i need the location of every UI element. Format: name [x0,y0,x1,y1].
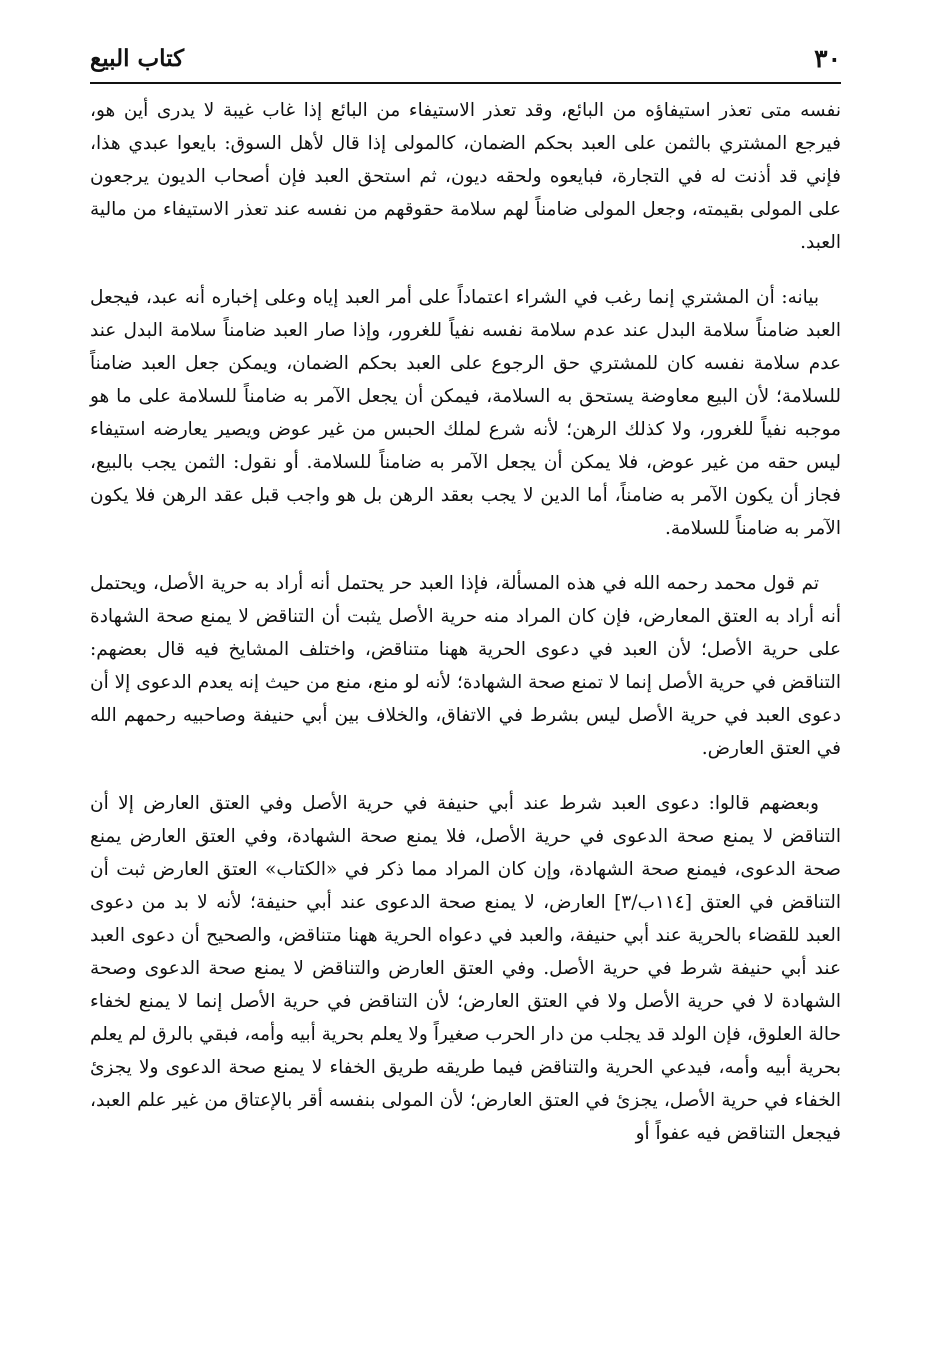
header-divider [90,82,841,84]
paragraph-2: بيانه: أن المشتري إنما رغب في الشراء اعتماداً على أمر العبد إياه وعلى إخباره أنه عبد، فيجعل العبد ضامناً سلامة البدل عند عدم سلامة نفسه نفياً للغرور، وإذا صار العبد ضامناً سلامة البدل عند عدم سلامة نفسه كان للمشتري حق الرجوع على العبد بحكم الضمان، ويمكن جعل العبد ضامناً للسلامة؛ لأن البيع معاوضة يستحق به السلامة، فيمكن أن يجعل الآمر به ضامناً للسلامة على ما هو موجبه نفياً للغرور، ولا كذلك الرهن؛ لأنه شرع لملك الحبس من غير عوض ويصير يعارضه استيفاء ليس حقه من غير عوض، فلا يمكن أن يجعل الآمر به ضامناً للسلامة. أو نقول: الثمن يجب بالبيع، فجاز أن يكون الآمر به ضامناً، أما الدين لا يجب بعقد الرهن بل هو واجب قبل عقد الرهن فلا يكون الآمر به ضامناً للسلامة. [90,287,841,539]
paragraph-4: وبعضهم قالوا: دعوى العبد شرط عند أبي حنيفة في حرية الأصل وفي العتق العارض إلا أن التناقض لا يمنع صحة الدعوى في حرية الأصل، فلا يمنع صحة الشهادة، وفي العتق العارض يمنع صحة الدعوى، فيمنع صحة الشهادة، وإن كان المراد مما ذكر في «الكتاب» العتق العارض ثبت أن التناقض في العتق [١١٤ب/٣] العارض، لا يمنع صحة الدعوى عند أبي حنيفة؛ لأنه لا بد من دعوى العبد للقضاء بالحرية عند أبي حنيفة، والعبد في دعواه الحرية ههنا متناقض، والصحيح أن دعوى العبد عند أبي حنيفة شرط في حرية الأصل. وفي العتق العارض والتناقض لا يمنع صحة الدعوى وصحة الشهادة لا في حرية الأصل ولا في العتق العارض؛ لأن التناقض في حرية الأصل إنما لا يمنع لخفاء حالة العلوق، فإن الولد قد يجلب من دار الحرب صغيراً ولا يعلم بحرية أبيه وأمه، فبقي بالرق لم يعلم بحرية أبيه وأمه، فيدعي الحرية والتناقض فيما طريقه طريق الخفاء لا يمنع صحة الدعوى ولا يجزئ الخفاء في حرية الأصل، يجزئ في العتق العارض؛ لأن المولى بنفسه أقر بالإعتاق من غير علم العبد، فيجعل التناقض فيه عفواً أو [90,793,841,1144]
paragraph-3: تم قول محمد رحمه الله في هذه المسألة، فإذا العبد حر يحتمل أنه أراد به حرية الأصل، ويحتمل أنه أراد به العتق المعارض، فإن كان المراد منه حرية الأصل يثبت أن التناقض لا يمنع صحة الشهادة على حرية الأصل؛ لأن العبد في دعوى الحرية ههنا متناقض، واختلف المشايخ فيه قال بعضهم: التناقض في حرية الأصل إنما لا تمنع صحة الشهادة؛ لأنه لو منع، منع من حيث إنه يعدم الدعوى إلا أن دعوى العبد في حرية الأصل ليس بشرط في الاتفاق، والخلاف بين أبي حنيفة وصاحبيه رحمهم الله في العتق العارض. [90,573,841,759]
page-number: ٣٠ [814,43,841,73]
chapter-title: كتاب البيع [90,44,185,72]
body-text [90,94,841,1172]
page-header [90,38,841,78]
paragraph-1: نفسه متى تعذر استيفاؤه من البائع، وقد تعذر الاستيفاء من البائع إذا غاب غيبة لا يدرى أين هو، فيرجع المشتري بالثمن على العبد بحكم الضمان، كالمولى إذا قال لأهل السوق: بايعوا عبدي هذا، فإني قد أذنت له في التجارة، فبايعوه ولحقه ديون، ثم استحق العبد فإن أصحاب الديون يرجعون على المولى بقيمته، وجعل المولى ضامناً لهم سلامة حقوقهم من نفسه عند تعذر الاستيفاء من مالية العبد. [90,100,841,253]
